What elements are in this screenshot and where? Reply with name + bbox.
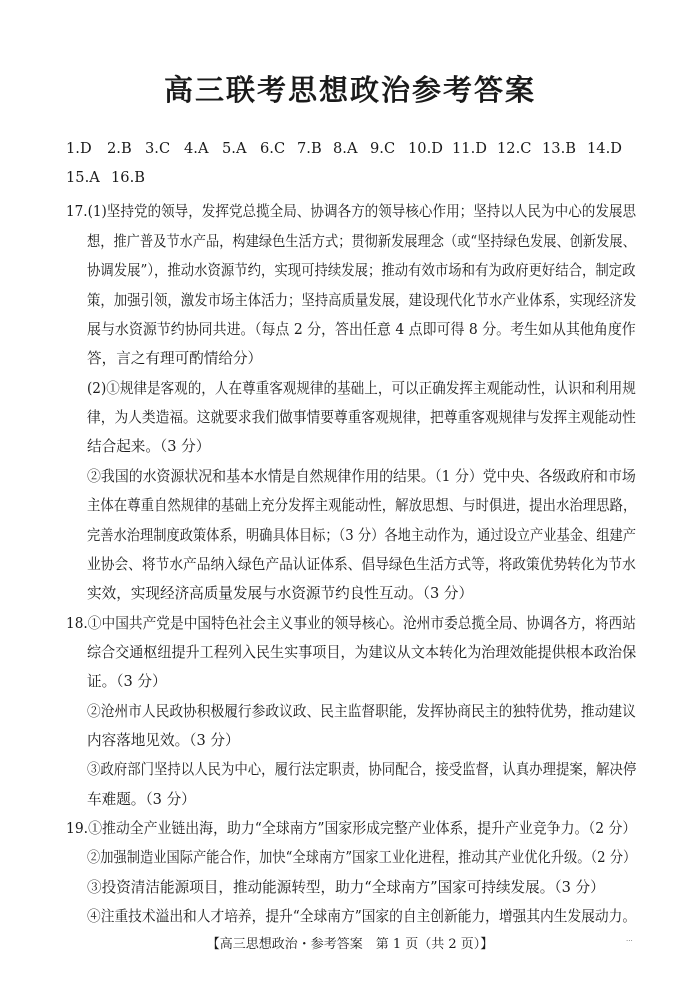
choice-answer: 14.D — [587, 140, 622, 157]
q18-text-line: ②沧州市人民政协积极履行参政议政、民主监督职能，发挥协商民主的独特优势，推动建议 — [87, 703, 636, 720]
q17-part2-line: 完善水治理制度政策体系，明确具体目标；（3 分）各地主动作为，通过设立产业基金、组建产 — [87, 527, 636, 544]
q19-text-line: ②加强制造业国际产能合作，加快“全球南方”国家工业化进程，推动其产业优化升级。（2 分） — [87, 849, 637, 866]
choice-answer: 8.A — [333, 140, 358, 157]
choice-answer: 11.D — [452, 140, 487, 157]
choice-answer: 9.C — [370, 140, 396, 157]
q17-text-line: 答，言之有理可酌情给分） — [87, 350, 263, 367]
page-footer: 【高三思想政治・参考答案 第 1 页（共 2 页）】 — [206, 937, 494, 952]
q17-part2-line: 结合起来。（3 分） — [87, 438, 211, 455]
choice-answer: 12.C — [497, 140, 532, 157]
q18-text-line: 证。（3 分） — [87, 673, 167, 690]
q19-text-line: ④注重技术溢出和人才培养，提升“全球南方”国家的自主创新能力，增强其内生发展动力。 — [87, 908, 637, 925]
choice-answer: 13.B — [542, 140, 576, 157]
q17-text-line: 想，推广普及节水产品，构建绿色生活方式；贯彻新发展理念（或“坚持绿色发展、创新发展、 — [87, 233, 636, 250]
choice-answer: 7.B — [297, 140, 322, 157]
choice-answer: 2.B — [107, 140, 132, 157]
choice-answer: 16.B — [111, 169, 145, 186]
q19-text-line: ③投资清洁能源项目，推动能源转型，助力“全球南方”国家可持续发展。（3 分） — [87, 879, 605, 896]
q18-text-line: 综合交通枢纽提升工程列入民生实事项目，为建议从文本转化为治理效能提供根本政治保 — [87, 644, 637, 661]
choice-answer: 5.A — [222, 140, 247, 157]
q17-part2-line: 实效，实现经济高质量发展与水资源节约良性互动。（3 分） — [87, 585, 474, 602]
q18-text-line: 18.①中国共产党是中国特色社会主义事业的领导核心。沧州市委总揽全局、协调各方，将西站 — [66, 615, 636, 632]
q17-text-line: 策，加强引领，激发市场主体活力；坚持高质量发展，建设现代化节水产业体系，实现经济发 — [87, 292, 637, 309]
q17-part2-line: 主体在尊重自然规律的基础上充分发挥主观能动性，解放思想、与时俱进，提出水治理思路， — [87, 497, 637, 514]
q18-text-line: 内容落地见效。（3 分） — [87, 732, 240, 749]
q18-text-line: ③政府部门坚持以人民为中心，履行法定职责，协同配合，接受监督，认真办理提案，解决停 — [87, 761, 637, 778]
choice-answer: 15.A — [66, 169, 100, 186]
choice-answer: 3.C — [145, 140, 171, 157]
choice-answer: 1.D — [66, 140, 92, 157]
choice-answer: 6.C — [260, 140, 286, 157]
q17-text-line: 协调发展”），推动水资源节约，实现可持续发展；推动有效市场和有为政府更好结合，制定政 — [87, 262, 636, 279]
q17-text-line: 17.(1)坚持党的领导，发挥党总揽全局、协调各方的领导核心作用；坚持以人民为中心的发展思 — [66, 203, 637, 220]
q17-part2-line: 律，为人类造福。这就要求我们做事情要尊重客观规律，把尊重客观规律与发挥主观能动性 — [87, 409, 636, 426]
choice-answer: 4.A — [184, 140, 209, 157]
q17-text-line: 展与水资源节约协同共进。（每点 2 分，答出任意 4 点即可得 8 分。考生如从其他角度作 — [87, 321, 636, 338]
page-title: 高三联考思想政治参考答案 — [163, 73, 536, 107]
q17-part2-line: ②我国的水资源状况和基本水情是自然规律作用的结果。（1 分）党中央、各级政府和市场 — [87, 468, 636, 485]
q19-text-line: 19.①推动全产业链出海，助力“全球南方”国家形成完整产业体系，提升产业竞争力。（2 分） — [66, 820, 637, 837]
corner-mark: ... — [626, 935, 633, 943]
q18-text-line: 车难题。（3 分） — [87, 791, 196, 808]
q17-part2-line: 业协会、将节水产品纳入绿色产品认证体系、倡导绿色生活方式等，将政策优势转化为节水 — [87, 556, 636, 573]
q17-part2-line: (2)①规律是客观的，人在尊重客观规律的基础上，可以正确发挥主观能动性，认识和利用规 — [87, 380, 636, 397]
choice-answer: 10.D — [408, 140, 443, 157]
